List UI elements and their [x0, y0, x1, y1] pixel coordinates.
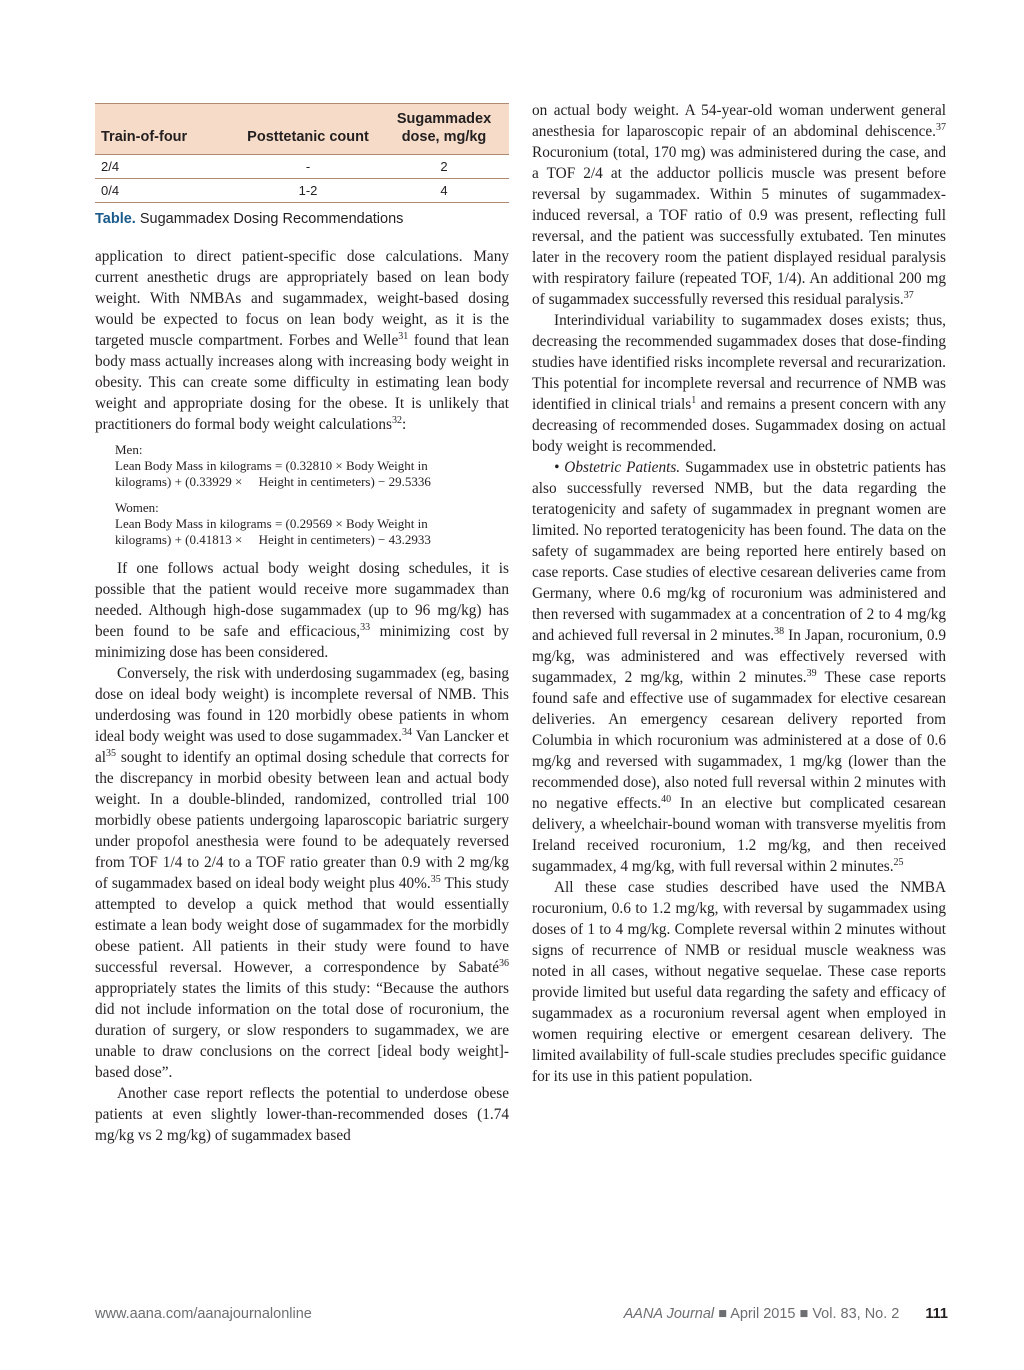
- table-cell: -: [237, 155, 379, 179]
- section-heading-obstetric: • Obstetric Patients.: [554, 459, 681, 476]
- paragraph: All these case studies described have used the NMBA rocuronium, 0.6 to 1.2 mg/kg, with reversal by sugammadex using doses of 1 to 4 mg/kg. Complete reversal within 2 minutes without signs of recurrence of NMB or residual muscle weakness was noted in all cases, without negative sequelae. These case reports provide limited but useful data regarding the safety and efficacy of sugammadex as a rocuronium reversal agent when employed in women requiring elective or emergent cesarean delivery. The limited availability of full-scale studies precludes specific guidance for its use in this patient population.: [532, 879, 946, 1085]
- women-formula-line: Lean Body Mass in kilograms = (0.29569 × Body Weight in: [115, 516, 428, 531]
- paragraph: application to direct patient-specific dose calculations. Many current anesthetic drugs are appropriately based on lean body weight. With NMBAs and sugammadex, weight-based dosing would be expected to focus on lean body weight, as it is the targeted muscle compartment. Forbes and Welle$^{31}$ found that lean body mass actually increases along with increasing body weight in obesity. This can create some difficulty in estimating lean body weight and appropriate dosing for the obese. It is unlikely that practitioners do formal body weight calculations$^{32}$:: [95, 248, 509, 433]
- table-cell: 2: [379, 155, 509, 179]
- men-formula-line: Lean Body Mass in kilograms = (0.32810 × Body Weight in: [115, 458, 428, 473]
- paragraph: Conversely, the risk with underdosing sugammadex (eg, basing dose on ideal body weight) is incomplete reversal of NMB. This underdosing was found in 120 morbidly obese patients in whom ideal body weight was used to dose sugammadex.$^{34}$ Van Lancker et $al^{35}$ sought to identify an optimal dosing schedule that corrects for the discrepancy in morbid obesity between lean and actual body weight. In a double-blinded, randomized, controlled trial 100 morbidly obese patients undergoing laparoscopic bariatric surgery under propofol anesthesia were found to be adequately reversed from TOF 1/4 to 2/4 to a TOF ratio greater than 0.9 with 2 mg/kg of sugammadex based on ideal body weight plus 40%.$^{35}$ This study attempted to develop a quick method that would essentially estimate a lean body weight dose of sugammadex for the morbidly obese patient. All patients in their study were found to have successful reversal. However, a correspondence by Sabaté$^{36}$ appropriately states the limits of this study: “Because the authors did not include information on the total dose of rocuronium, the duration of surgery, or slow responders to sugammadex, we are unable to draw conclusions on the correct [ideal body weight]-based dose”.: [95, 665, 509, 1081]
- table-header-sugammadex-dose: Sugammadex dose, mg/kg: [379, 104, 509, 155]
- table-caption-text: Sugammadex Dosing Recommendations: [139, 211, 404, 227]
- table-cell: 1-2: [237, 179, 379, 203]
- dosing-table: [95, 103, 509, 203]
- women-formula-line: kilograms) + (0.41813 × Height in centimeters) − 43.2933: [115, 532, 431, 547]
- table-caption-label: Table.: [95, 211, 136, 227]
- paragraph: Another case report reflects the potential to underdose obese patients at even slightly lower-than-recommended doses (1.74 mg/kg vs 2 mg/kg) of sugammadex based: [95, 1085, 509, 1144]
- journal-citation: AANA Journal ■ April 2015 ■ Vol. 83, No. 2 111: [623, 1306, 948, 1322]
- table-header-posttetanic-count: Posttetanic count: [237, 104, 379, 155]
- paragraph: • Obstetric Patients. Sugammadex use in obstetric patients has also successfully reversed NMB, but the data regarding the teratogenicity and safety of sugammadex in pregnant women are limited. No reported teratogenicity has been found. The data on the safety of sugammadex are being reported here entirely based on case reports. Case studies of elective cesarean deliveries came from Germany, where 0.6 mg/kg of rocuronium was administered and then reversed with sugammadex at a concentration of 2 to 4 mg/kg and achieved full reversal in 2 minutes.$^{38}$ In Japan, rocuronium, 0.9 mg/kg, was administered and was effectively reversed with sugammadex, 2 mg/kg, within 2 minutes.$^{39}$ These case reports found safe and effective use of sugammadex for elective cesarean deliveries. An emergency cesarean delivery reported from Columbia in which rocuronium was administered at a dose of 0.6 mg/kg and reversed with sugammadex, 1 mg/kg (lower than the recommended dose), also noted full reversal within 2 minutes with no negative effects.$^{40}$ In an elective but complicated cesarean delivery, a wheelchair-bound woman with transverse myelitis from Ireland received rocuronium, 1.2 mg/kg, and then received sugammadex, 4 mg/kg, with full reversal within 2 minutes.$^{25}$: [532, 459, 946, 875]
- left-column: [95, 246, 509, 1146]
- table-cell: 0/4: [95, 179, 237, 203]
- page-number: 111: [925, 1306, 948, 1322]
- lean-body-mass-formulas: [115, 442, 509, 548]
- table-row: [95, 155, 509, 179]
- paragraph: on actual body weight. A 54-year-old woman underwent general anesthesia for laparoscopic repair of an abdominal dehiscence.$^{37}$ Rocuronium (total, 170 mg) was administered during the case, and a TOF 2/4 at the adductor pollicis muscle was present before reversal by sugammadex. Within 5 minutes of sugammadex-induced reversal, a TOF ratio of 0.9 was present, reflecting full reversal, and the patient was successfully extubated. Ten minutes later in the recovery room the patient displayed residual paralysis with respiratory failure (repeated TOF, 1/4). An additional 200 mg of sugammadex successfully reversed this residual paralysis.$^{37}$: [532, 102, 946, 308]
- women-label: Women:: [115, 500, 159, 515]
- dosing-table-block: [95, 103, 509, 227]
- table-caption: [95, 211, 509, 227]
- table-cell: 4: [379, 179, 509, 203]
- journal-url: www.aana.com/aanajournalonline: [95, 1306, 312, 1322]
- men-label: Men:: [115, 442, 143, 457]
- paragraph: If one follows actual body weight dosing schedules, it is possible that the patient would receive more sugammadex than needed. Although high-dose sugammadex (up to 96 mg/kg) has been found to be safe and efficacious,$^{33}$ minimizing cost by minimizing dose has been considered.: [95, 560, 509, 661]
- right-column: [532, 100, 946, 1087]
- men-formula-line: kilograms) + (0.33929 × Height in centimeters) − 29.5336: [115, 474, 431, 489]
- table-cell: 2/4: [95, 155, 237, 179]
- paragraph: Interindividual variability to sugammadex doses exists; thus, decreasing the recommended sugammadex doses that dose-finding studies have identified risks incomplete reversal and recurarization. This potential for incomplete reversal and recurrence of NMB was identified in clinical trials$^1$ and remains a present concern with any decreasing of recommended doses. Sugammadex dosing on actual body weight is recommended.: [532, 312, 946, 455]
- table-row: [95, 179, 509, 203]
- table-header-train-of-four: Train-of-four: [95, 104, 237, 155]
